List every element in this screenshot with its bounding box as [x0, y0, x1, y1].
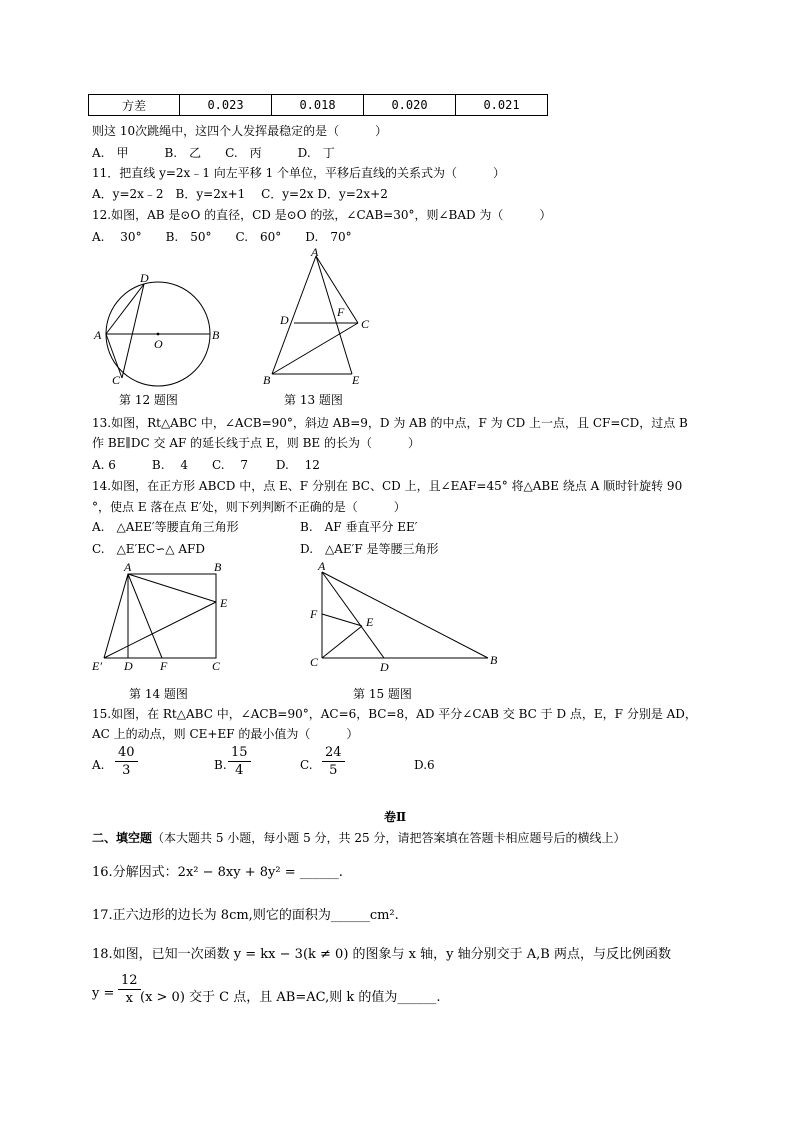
- label-D: D: [124, 659, 133, 673]
- q14-option-d: D. △AE′F 是等腰三角形: [300, 542, 439, 556]
- figure-13: [260, 244, 380, 390]
- section-heading-bold: 二、填空题: [92, 831, 153, 845]
- label-B: B: [214, 560, 222, 574]
- fraction-denominator: x: [125, 991, 133, 1006]
- q14-option-a: A. △AEE′等腰直角三角形: [92, 520, 239, 534]
- section-heading: [92, 829, 625, 846]
- q13-line1: 13.如图，Rt△ABC 中，∠ACB=90°，斜边 AB=9，D 为 AB 的中点，F 为 CD 上一点，且 CF=CD，过点 B: [92, 416, 688, 430]
- fraction-numerator: 15: [228, 745, 251, 762]
- table-cell: 0.018: [272, 95, 364, 116]
- q13-options: A. 6 B. 4 C. 7 D. 12: [92, 458, 320, 472]
- q10-stem: 则这 10次跳绳中，这四个人发挥最稳定的是（ ）: [92, 124, 388, 138]
- variance-table: [88, 94, 548, 116]
- figure-12: [90, 266, 230, 392]
- fig15-caption: 第 15 题图: [353, 687, 412, 701]
- q11-stem: 11．把直线 y=2x﹣1 向左平移 1 个单位，平移后直线的关系式为（ ）: [92, 166, 506, 180]
- section-title: 卷Ⅱ: [384, 810, 407, 824]
- table-cell: 0.021: [456, 95, 548, 116]
- table-header-cell: 方差: [89, 95, 180, 116]
- q10-options: A. 甲 B. 乙 C. 丙 D. 丁: [92, 146, 335, 160]
- q18-line2-rest: (x > 0) 交于 C 点，且 AB=AC,则 k 的值为______.: [140, 990, 441, 1005]
- fraction-numerator: 12: [118, 973, 141, 990]
- label-A: A: [311, 245, 319, 259]
- table-cell: 0.023: [180, 95, 272, 116]
- q13-line2: 作 BE∥DC 交 AF 的延长线于点 E，则 BE 的长为（ ）: [92, 436, 420, 450]
- q11-options: A．y=2x﹣2 B．y=2x+1 C．y=2x D．y=2x+2: [92, 187, 388, 201]
- q14-option-b: B. AF 垂直平分 EE′: [300, 520, 418, 534]
- q15-option-b-label: B.: [214, 758, 227, 772]
- figure-15: [306, 558, 506, 678]
- label-E: E: [366, 615, 374, 629]
- figure-14: [90, 558, 240, 678]
- label-B: B: [263, 373, 271, 387]
- label-O: O: [154, 337, 163, 351]
- label-A: A: [94, 328, 102, 342]
- label-C: C: [310, 655, 319, 669]
- label-C: C: [361, 317, 370, 331]
- q18-line2-prefix: y =: [92, 986, 115, 1001]
- table-cell: 0.020: [364, 95, 456, 116]
- q15-option-d: D.6: [414, 758, 435, 772]
- fig14-caption: 第 14 题图: [129, 687, 188, 701]
- label-D: D: [140, 271, 149, 285]
- q17-text: 17.正六边形的边长为 8cm,则它的面积为______cm².: [92, 908, 399, 923]
- label-E-prime: E′: [92, 659, 102, 673]
- fraction-denominator: 4: [235, 763, 244, 778]
- label-A: A: [318, 559, 326, 573]
- label-F: F: [337, 305, 345, 319]
- q12-options: A. 30° B. 50° C. 60° D. 70°: [92, 230, 352, 244]
- q15-option-c-fraction: [322, 745, 345, 778]
- q15-option-b-fraction: [228, 745, 251, 778]
- label-B: B: [212, 328, 220, 342]
- label-F: F: [310, 607, 318, 621]
- label-E: E: [220, 596, 228, 610]
- q16-text: 16.分解因式：2x² − 8xy + 8y² = ______.: [92, 865, 343, 880]
- fraction-denominator: 3: [122, 763, 131, 778]
- fig13-caption: 第 13 题图: [284, 393, 343, 407]
- q12-stem: 12.如图，AB 是⊙O 的直径，CD 是⊙O 的弦，∠CAB=30°，则∠BAD 为（ ）: [92, 208, 552, 222]
- q15-line1: 15.如图，在 Rt△ABC 中，∠ACB=90°，AC=6，BC=8，AD 平分∠CAB 交 BC 于 D 点，E，F 分别是 AD，: [92, 707, 697, 721]
- q15-option-a-fraction: [115, 745, 138, 778]
- table-row: [89, 95, 548, 116]
- q15-option-a-label: A.: [92, 758, 105, 772]
- q14-line1: 14.如图，在正方形 ABCD 中，点 E、F 分别在 BC、CD 上，且∠EAF=45° 将△ABE 绕点 A 顺时针旋转 90: [92, 479, 683, 493]
- fraction-numerator: 40: [115, 745, 138, 762]
- q14-option-c: C. △E′EC∽△ AFD: [92, 542, 205, 556]
- fraction-numerator: 24: [322, 745, 345, 762]
- fraction-denominator: 5: [329, 763, 338, 778]
- label-F: F: [160, 659, 168, 673]
- label-C: C: [112, 373, 121, 387]
- label-B: B: [490, 653, 498, 667]
- q15-option-c-label: C.: [300, 758, 313, 772]
- label-D: D: [380, 660, 389, 674]
- q15-line2: AC 上的动点，则 CE+EF 的最小值为（ ）: [92, 727, 359, 741]
- label-E: E: [352, 373, 360, 387]
- label-D: D: [280, 313, 289, 327]
- q18-fraction: [118, 973, 141, 1006]
- q14-line2: °，使点 E 落在点 E′处，则下列判断不正确的是（ ）: [92, 500, 406, 514]
- label-C: C: [212, 659, 221, 673]
- q18-line1: 18.如图，已知一次函数 y = kx − 3(k ≠ 0) 的图象与 x 轴，y 轴分别交于 A,B 两点，与反比例函数: [92, 947, 671, 962]
- label-A: A: [124, 560, 132, 574]
- section-heading-rest: （本大题共 5 小题，每小题 5 分，共 25 分，请把答案填在答题卡相应题号后的横线上）: [152, 831, 626, 845]
- fig12-caption: 第 12 题图: [119, 393, 178, 407]
